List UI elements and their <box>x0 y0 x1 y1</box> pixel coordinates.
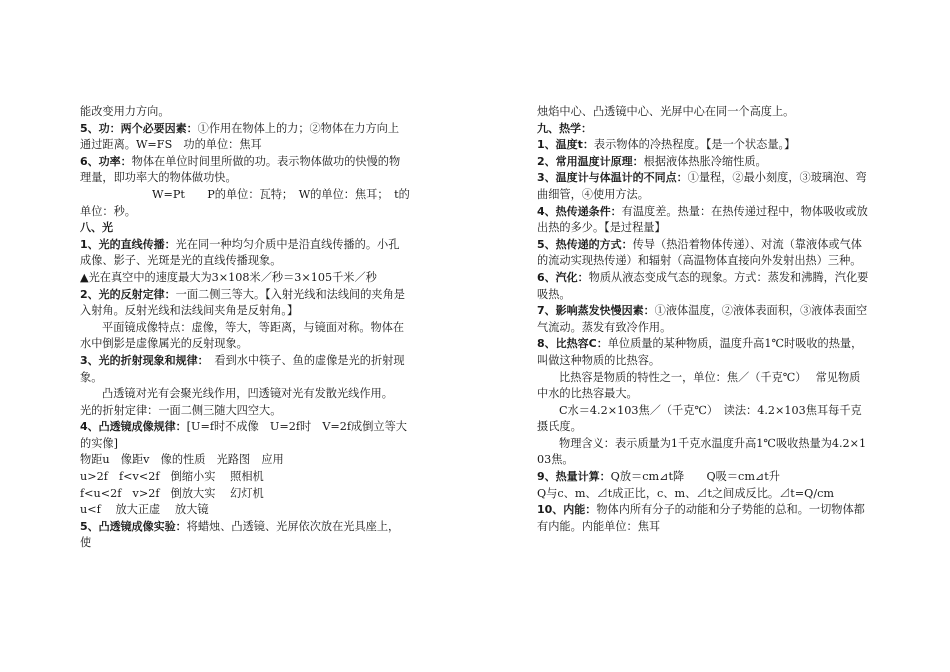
vapor-paragraph <box>537 270 871 303</box>
experiment-paragraph <box>80 519 410 552</box>
water-paragraph: C水＝4.2×103焦／（千克℃） 读法：4.2×103焦耳每千克摄氏度。 <box>537 403 862 434</box>
straight-paragraph <box>80 237 410 270</box>
calc-paragraph <box>537 469 871 486</box>
refract-paragraph <box>80 353 410 386</box>
speed-of-light: ▲光在真空中的速度最大为3×108米／秒＝3×105千米／秒 <box>80 270 377 284</box>
heat-paragraph <box>537 336 871 369</box>
work-paragraph <box>80 121 410 154</box>
experiment-text: 将蜡烛、凸透镜、光屏依次放在光具座上，使 <box>80 519 400 550</box>
power-text: 物体在单位时间里所做的功。表示物体做功的快慢的物理量，即功率大的物体做功快。 <box>80 154 401 185</box>
internal-paragraph <box>537 502 871 535</box>
heading-refract: 3、光的折射现象和规律： <box>80 353 204 367</box>
right-column <box>537 104 871 535</box>
vapor-text: 物质从液态变成气态的现象。方式：蒸发和沸腾，汽化要吸热。 <box>537 270 869 301</box>
section-heading-heat: 九、热学： <box>537 121 592 135</box>
ways-paragraph <box>537 237 871 270</box>
meaning-paragraph: 物理含义：表示质量为1千克水温度升高1℃吸收热量为4.2×103焦。 <box>537 436 867 467</box>
diff-text: ①量程，②最小刻度，③玻璃泡、弯曲细管，④使用方法。 <box>537 171 867 201</box>
calc-text: Q放＝cm⊿t降 Q吸＝cm⊿t升 <box>610 470 780 484</box>
heading-heat-capacity: 8、比热容C： <box>537 337 608 351</box>
convex-paragraph <box>80 419 410 452</box>
thermo-text: 根据液体热胀冷缩性质。 <box>643 154 767 168</box>
heading-experiment: 5、凸透镜成像实验： <box>80 519 187 533</box>
reflect-paragraph <box>80 287 410 320</box>
heat-text: 单位质量的某种物质，温度升高1℃时吸收的热量，叫做这种物质的比热容。 <box>537 337 863 367</box>
paragraph: 烛焰中心、凸透镜中心、光屏中心在同一个高度上。 <box>537 105 795 118</box>
heading-thermo: 2、常用温度计原理： <box>537 154 644 168</box>
refract-text: 看到水中筷子、鱼的虚像是光的折射现象。 <box>80 353 405 384</box>
evap-text: ①液体温度，②液体表面积，③液体表面空气流动。蒸发有致冷作用。 <box>537 304 868 334</box>
heading-evap: 7、影响蒸发快慢因素： <box>537 304 655 318</box>
temp-text: 表示物体的冷热程度。【是一个状态量。】 <box>593 138 796 152</box>
heading-ways: 5、热传递的方式： <box>537 237 633 251</box>
heading-power: 6、功率： <box>80 154 132 168</box>
reflect-text: 一面二侧三等大。【入射光线和法线间的夹角是入射角。反射光线和法线间夹角是反射角。】 <box>80 287 405 318</box>
paragraph: 能改变用力方向。 <box>80 105 170 118</box>
power-formula: W=Pt P的单位：瓦特； W的单位：焦耳； t的单位：秒。 <box>80 187 410 218</box>
table-header: 物距u 像距v 像的性质 光路图 应用 <box>80 453 284 467</box>
heading-calc: 9、热量计算： <box>537 470 611 484</box>
internal-text: 物体内所有分子的动能和分子势能的总和。一切物体都有内能。内能单位：焦耳 <box>537 503 865 533</box>
ways-text: 传导（热沿着物体传递）、对流（靠液体或气体的流动实现热传递）和辐射（高温物体直接向外发射出热）三种。 <box>537 237 862 268</box>
mirror-paragraph: 平面镜成像特点：虚像，等大，等距离，与镜面对称。物体在水中倒影是虚像属光的反射现象。 <box>80 320 405 351</box>
heading-work: 5、功：两个必要因素： <box>80 121 198 135</box>
evap-paragraph <box>537 303 871 336</box>
calc-ratio: Q与c、m、⊿t成正比，c、m、⊿t之间成反比。⊿t=Q/cm <box>537 486 834 500</box>
work-text: ①作用在物体上的力；②物体在力方向上通过距离。W=FS 功的单位：焦耳 <box>80 121 400 152</box>
heading-convex: 4、凸透镜成像规律： <box>80 420 187 434</box>
heading-reflect: 2、光的反射定律： <box>80 287 176 301</box>
table-row: u<f 放大正虚 放大镜 <box>80 503 209 517</box>
lens-paragraph: 凸透镜对光有会聚光线作用，凹透镜对光有发散光线作用。 <box>102 387 393 401</box>
heading-straight: 1、光的直线传播： <box>80 237 176 251</box>
refract-law: 光的折射定律：一面二侧三随大四空大。 <box>80 403 282 417</box>
section-heading-light: 八、光 <box>80 221 113 235</box>
temp-paragraph <box>537 137 871 154</box>
transfer-paragraph <box>537 204 871 237</box>
heat-unit-paragraph: 比热容是物质的特性之一，单位：焦／（千克℃） 常见物质中水的比热容最大。 <box>537 370 861 401</box>
straight-text: 光在同一种均匀介质中是沿直线传播的。小孔成像、影子、光斑是光的直线传播现象。 <box>80 237 400 268</box>
transfer-text: 有温度差。热量：在热传递过程中，物体吸收或放出热的多少。【是过程量】 <box>537 204 868 235</box>
table-row: f<u<2f v>2f 倒放大实 幻灯机 <box>80 486 264 500</box>
heading-internal: 10、内能： <box>537 503 597 517</box>
heading-vapor: 6、汽化： <box>537 270 589 284</box>
thermo-paragraph <box>537 154 871 171</box>
heading-temp: 1、温度t： <box>537 138 594 152</box>
heading-transfer: 4、热传递条件： <box>537 204 622 218</box>
diff-paragraph <box>537 170 871 203</box>
power-paragraph <box>80 154 410 187</box>
table-row: u>2f f<v<2f 倒缩小实 照相机 <box>80 470 264 484</box>
convex-text: [U=f时不成像 U=2f时 V=2f成倒立等大的实像] <box>80 420 407 450</box>
left-column <box>80 104 410 552</box>
heading-diff: 3、温度计与体温计的不同点： <box>537 171 688 185</box>
